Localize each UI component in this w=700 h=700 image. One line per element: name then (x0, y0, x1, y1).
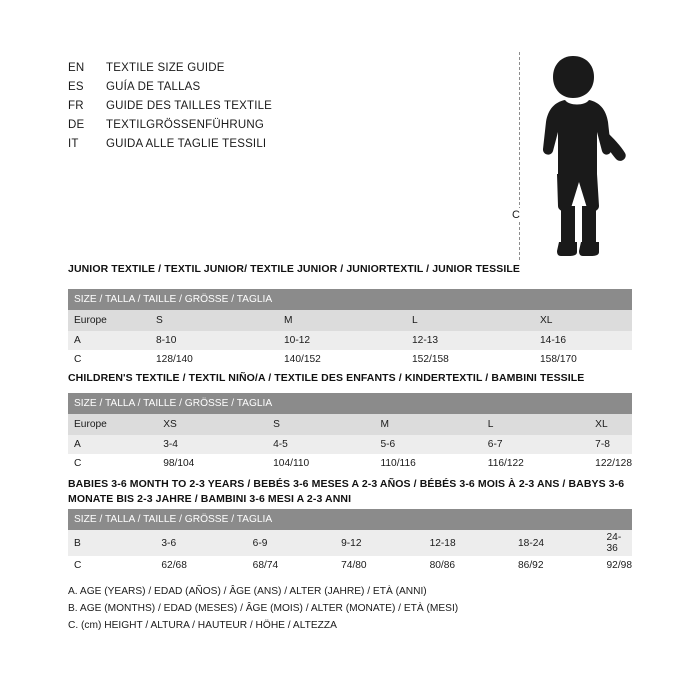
column-header: XL (589, 414, 632, 435)
row-label: B (68, 530, 155, 556)
table-column-row (68, 310, 632, 331)
table-header-row (68, 289, 632, 310)
table-subheader: SIZE / TALLA / TAILLE / GRÖSSE / TAGLIA (68, 289, 632, 310)
language-row (68, 62, 272, 81)
children-table-title: CHILDREN'S TEXTILE / TEXTIL NIÑO/A / TEXTILE DES ENFANTS / KINDERTEXTIL / BAMBINI TESSILE (68, 372, 585, 384)
row-value: 14-16 (534, 331, 632, 350)
language-code: ES (68, 81, 84, 93)
measurement-figure (495, 48, 655, 263)
language-row (68, 119, 272, 138)
language-code: FR (68, 100, 84, 112)
row-value: 62/68 (155, 556, 246, 575)
table-row (68, 331, 632, 350)
language-code: IT (68, 138, 79, 150)
babies-table-title: BABIES 3-6 MONTH TO 2-3 YEARS / BEBÉS 3-6 MESES A 2-3 AÑOS / BÉBÉS 3-6 MOIS À 2-3 ANS / BABYS 3-6 MONATE BIS 2-3 JAHRE / BAMBINI 3-6 MESI A 2-3 ANNI (68, 478, 625, 505)
row-value: 110/116 (374, 454, 481, 473)
language-row (68, 100, 272, 119)
row-value: 7-8 (589, 435, 632, 454)
row-label: A (68, 331, 150, 350)
figure-measure-label: C (509, 208, 523, 222)
row-value: 152/158 (406, 350, 534, 369)
row-value: 74/80 (335, 556, 423, 575)
column-header: M (374, 414, 481, 435)
row-value: 68/74 (247, 556, 335, 575)
column-header: S (267, 414, 374, 435)
row-value: 3-4 (157, 435, 267, 454)
language-title: TEXTILE SIZE GUIDE (106, 62, 225, 74)
junior-size-table (68, 289, 632, 369)
row-label: A (68, 435, 157, 454)
row-value: 6-7 (482, 435, 589, 454)
table-header-row (68, 393, 632, 414)
row-label: C (68, 454, 157, 473)
row-value: 98/104 (157, 454, 267, 473)
language-title-block (68, 62, 272, 157)
legend-item: A. AGE (YEARS) / EDAD (AÑOS) / ÂGE (ANS) / ALTER (JAHRE) / ETÀ (ANNI) (68, 586, 427, 597)
row-value: 8-10 (150, 331, 278, 350)
column-header: Europe (68, 414, 157, 435)
language-title: GUIDE DES TAILLES TEXTILE (106, 100, 273, 112)
child-silhouette-icon (541, 54, 641, 259)
column-header: L (406, 310, 534, 331)
table-row (68, 530, 632, 556)
row-label: C (68, 556, 155, 575)
row-value: 104/110 (267, 454, 374, 473)
language-row (68, 81, 272, 100)
table-subheader: SIZE / TALLA / TAILLE / GRÖSSE / TAGLIA (68, 509, 632, 530)
legend-block (68, 583, 458, 634)
legend-item: B. AGE (MONTHS) / EDAD (MESES) / ÂGE (MOIS) / ALTER (MONATE) / ETÀ (MESI) (68, 603, 459, 614)
language-title: GUÍA DE TALLAS (106, 81, 201, 93)
row-value: 122/128 (589, 454, 632, 473)
junior-table-title: JUNIOR TEXTILE / TEXTIL JUNIOR/ TEXTILE JUNIOR / JUNIORTEXTIL / JUNIOR TESSILE (68, 263, 520, 275)
language-row (68, 138, 272, 157)
row-value: 12-18 (424, 530, 512, 556)
column-header: XS (157, 414, 267, 435)
height-guide-line (519, 52, 520, 260)
row-label: C (68, 350, 150, 369)
row-value: 140/152 (278, 350, 406, 369)
row-value: 5-6 (374, 435, 481, 454)
table-header-row (68, 509, 632, 530)
column-header: Europe (68, 310, 150, 331)
row-value: 18-24 (512, 530, 600, 556)
row-value: 4-5 (267, 435, 374, 454)
language-title: GUIDA ALLE TAGLIE TESSILI (106, 138, 267, 150)
column-header: XL (534, 310, 632, 331)
row-value: 10-12 (278, 331, 406, 350)
table-row (68, 454, 632, 473)
row-value: 24-36 (601, 530, 633, 556)
table-row (68, 435, 632, 454)
row-value: 6-9 (247, 530, 335, 556)
row-value: 86/92 (512, 556, 600, 575)
table-subheader: SIZE / TALLA / TAILLE / GRÖSSE / TAGLIA (68, 393, 632, 414)
table-column-row (68, 414, 632, 435)
language-code: DE (68, 119, 85, 131)
row-value: 12-13 (406, 331, 534, 350)
column-header: S (150, 310, 278, 331)
babies-size-table (68, 509, 632, 575)
language-code: EN (68, 62, 85, 74)
row-value: 128/140 (150, 350, 278, 369)
column-header: L (482, 414, 589, 435)
column-header: M (278, 310, 406, 331)
legend-item: C. (cm) HEIGHT / ALTURA / HAUTEUR / HÖHE / ALTEZZA (68, 620, 337, 631)
language-title: TEXTILGRÖSSENFÜHRUNG (106, 119, 264, 131)
table-row (68, 350, 632, 369)
row-value: 92/98 (601, 556, 633, 575)
row-value: 3-6 (155, 530, 246, 556)
row-value: 80/86 (424, 556, 512, 575)
table-row (68, 556, 632, 575)
row-value: 116/122 (482, 454, 589, 473)
row-value: 158/170 (534, 350, 632, 369)
children-size-table (68, 393, 632, 473)
row-value: 9-12 (335, 530, 423, 556)
